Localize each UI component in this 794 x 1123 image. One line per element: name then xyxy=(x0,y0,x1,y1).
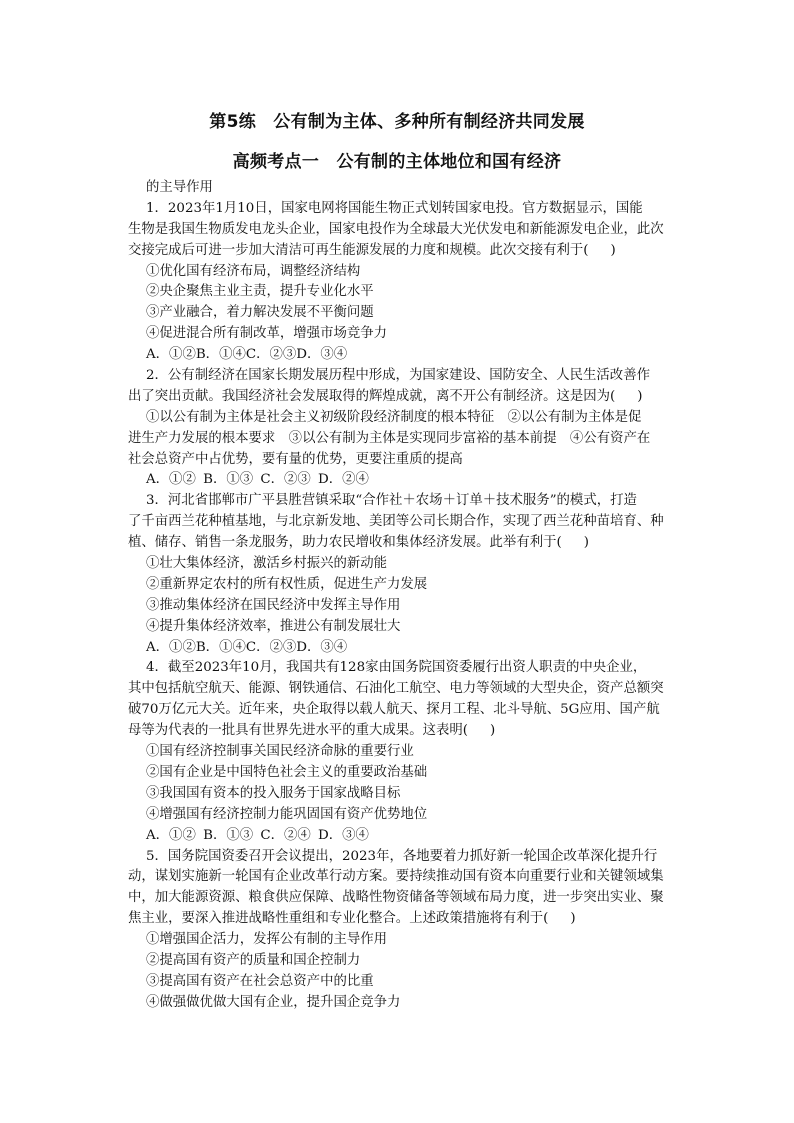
page-title: 第5练 公有制为主体、多种所有制经济共同发展 xyxy=(209,112,585,132)
answer-choices: A．①② B．①③ C．②④ D．③④ xyxy=(146,827,369,843)
question-stem-line: 4．截至2023年10月，我国共有128家由国务院国资委履行出资人职责的中央企业， xyxy=(146,660,647,676)
answer-choices: A．①②B．①④C．②③D．③④ xyxy=(146,639,348,655)
option-line: ④提升集体经济效率，推进公有制发展壮大 xyxy=(146,618,401,634)
question-stem-line: 动，谋划实施新一轮国有企业改革行动方案。要持续推动国有资本向重要行业和关键领域集 xyxy=(128,869,664,885)
option-line: 社会总资产中占优势，要有量的优势，更要注重质的提高 xyxy=(128,451,463,467)
question-stem-line: 植、储存、销售一条龙服务，助力农民增收和集体经济发展。此举有利于( ) xyxy=(128,535,589,551)
question-stem-line: 5．国务院国资委召开会议提出，2023年，各地要着力抓好新一轮国企改革深化提升行 xyxy=(146,848,658,864)
option-line: ④做强做优做大国有企业，提升国企竞争力 xyxy=(146,994,401,1010)
option-line: ①优化国有经济布局，调整经济结构 xyxy=(146,263,361,279)
option-line: ③我国国有资本的投入服务于国家战略目标 xyxy=(146,785,401,801)
option-line: ①增强国企活力，发挥公有制的主导作用 xyxy=(146,932,388,948)
option-line: ②重新界定农村的所有权性质，促进生产力发展 xyxy=(146,576,428,592)
option-line: ②提高国有资产的质量和国企控制力 xyxy=(146,952,361,968)
question-stem-line: 生物是我国生物质发电龙头企业，国家电投作为全球最大光伏发电和新能源发电企业，此次 xyxy=(128,221,664,237)
question-stem-line: 中，加大能源资源、粮食供应保障、战略性物资储备等领域布局力度，进一步突出实业、聚 xyxy=(128,890,664,906)
option-line: ④促进混合所有制改革，增强市场竞争力 xyxy=(146,326,388,342)
question-block xyxy=(128,366,686,491)
option-line: ①壮大集体经济，激活乡村振兴的新动能 xyxy=(146,556,388,572)
question-stem-line: 交接完成后可进一步加大清洁可再生能源发展的力度和规模。此次交接有利于( ) xyxy=(128,242,616,258)
option-line: ③提高国有资产在社会总资产中的比重 xyxy=(146,973,374,989)
option-line: 进生产力发展的根本要求 ③以公有制为主体是实现同步富裕的基本前提 ④公有资产在 xyxy=(128,430,651,446)
question-stem-line: 破70万亿元大关。近年来，央企取得以载人航天、探月工程、北斗导航、5G应用、国产航 xyxy=(128,702,660,718)
question-list xyxy=(128,178,686,1014)
option-line: ②央企聚焦主业主责，提升专业化水平 xyxy=(146,284,374,300)
option-line: ③产业融合，着力解决发展不平衡问题 xyxy=(146,305,374,321)
question-stem-line: 焦主业，要深入推进战略性重组和专业化整合。上述政策措施将有利于( ) xyxy=(128,911,576,927)
question-block xyxy=(128,847,686,1014)
question-stem-line: 其中包括航空航天、能源、钢铁通信、石油化工航空、电力等领域的大型央企，资产总额突 xyxy=(128,681,664,697)
section-heading: 高频考点一 公有制的主体地位和国有经济 xyxy=(232,152,562,172)
question-stem-line: 出了突出贡献。我国经济社会发展取得的辉煌成就，离不开公有制经济。这是因为( ) xyxy=(128,388,643,404)
question-block xyxy=(128,491,686,658)
answer-choices: A．①② B．①③ C．②③ D．②④ xyxy=(146,472,369,488)
question-block xyxy=(128,658,686,846)
option-line: ③推动集体经济在国民经济中发挥主导作用 xyxy=(146,597,401,613)
option-line: ①以公有制为主体是社会主义初级阶段经济制度的根本特征 ②以公有制为主体是促 xyxy=(146,409,642,425)
question-stem-line: 1．2023年1月10日，国家电网将国能生物正式划转国家电投。官方数据显示，国能 xyxy=(146,200,643,216)
question-stem-line: 2．公有制经济在国家长期发展历程中形成，为国家建设、国防安全、人民生活改善作 xyxy=(146,368,650,384)
option-line: ②国有企业是中国特色社会主义的重要政治基础 xyxy=(146,764,428,780)
question-stem-line: 母等为代表的一批具有世界先进水平的重大成果。这表明( ) xyxy=(128,723,496,739)
option-line: ①国有经济控制事关国民经济命脉的重要行业 xyxy=(146,744,414,760)
option-line: ④增强国有经济控制力能巩固国有资产优势地位 xyxy=(146,806,428,822)
question-stem-line: 3．河北省邯郸市广平县胜营镇采取“合作社＋农场＋订单＋技术服务”的模式，打造 xyxy=(146,493,637,509)
question-block xyxy=(128,199,686,366)
answer-choices: A．①②B．①④C．②③D．③④ xyxy=(146,347,348,363)
section-heading-continuation: 的主导作用 xyxy=(146,180,213,195)
question-stem-line: 了千亩西兰花种植基地，与北京新发地、美团等公司长期合作，实现了西兰花种苗培育、种 xyxy=(128,514,664,530)
